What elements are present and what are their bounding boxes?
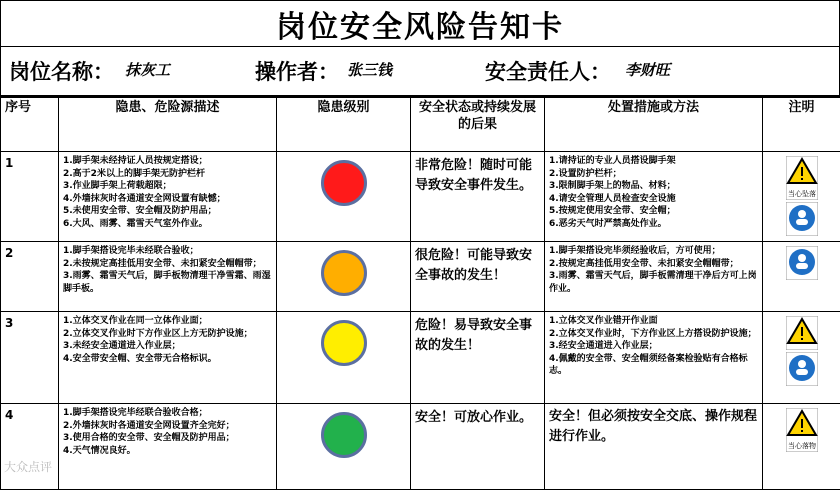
measure-item: 3.限制脚手架上的物品、材料；	[549, 180, 758, 193]
table-row	[1, 312, 840, 404]
consequence-cell: 安全！可放心作业。	[411, 404, 545, 490]
card-title: 岗位安全风险告知卡	[0, 0, 840, 47]
post-value: 抹灰工	[125, 59, 170, 80]
measure-item: 1.请持证的专业人员搭设脚手架	[549, 155, 758, 168]
hazard-item: 2.高于2米以上的脚手架无防护栏杆	[63, 168, 272, 181]
measures-cell	[545, 312, 763, 404]
table-header-row	[1, 97, 840, 152]
hazard-item: 2.外墙抹灰时各通道安全网设置齐全完好；	[63, 420, 272, 433]
header-note: 注明	[763, 97, 840, 152]
note-cell	[763, 404, 840, 490]
risk-level-dot	[321, 412, 367, 458]
level-cell	[277, 152, 411, 242]
operator-label: 操作者：	[255, 56, 339, 86]
info-bar	[0, 46, 840, 98]
row-number: 2	[1, 242, 59, 312]
risk-level-dot	[321, 320, 367, 366]
note-cell	[763, 152, 840, 242]
measure-item: 1.立体交叉作业错开作业面	[549, 315, 758, 328]
risk-table	[0, 96, 840, 490]
level-cell	[277, 242, 411, 312]
table-row	[1, 152, 840, 242]
responsible-label: 安全责任人：	[485, 56, 611, 86]
hazard-item: 1.脚手架搭设完毕未经联合验收；	[63, 245, 272, 258]
risk-level-dot	[321, 250, 367, 296]
hazard-item: 2.立体交叉作业时下方作业区上方无防护设施；	[63, 328, 272, 341]
hazard-item: 3.雨雾、霜雪天气后，脚手板物清理干净雪霜、雨湿脚手板。	[63, 270, 272, 295]
hazard-cell	[59, 242, 277, 312]
measures-cell	[545, 152, 763, 242]
level-cell	[277, 312, 411, 404]
warning-sign-icon	[786, 316, 818, 350]
hazard-item: 3.使用合格的安全带、安全帽及防护用品；	[63, 432, 272, 445]
measure-item: 1.脚手架搭设完毕须经验收后，方可使用；	[549, 245, 758, 258]
hazard-item: 2.未按规定高挂低用安全带、未扣紧安全帽帽带；	[63, 258, 272, 271]
operator-value: 张三钱	[347, 59, 392, 80]
consequence-cell: 非常危险！随时可能导致安全事件发生。	[411, 152, 545, 242]
hazard-item: 1.脚手架搭设完毕经联合验收合格；	[63, 407, 272, 420]
sign-caption: 当心落物	[788, 441, 816, 450]
warning-slip-sign-icon	[786, 408, 818, 452]
measure-item: 4.佩戴的安全带、安全帽须经备案检验贴有合格标志。	[549, 353, 758, 378]
hazard-item: 4.外墙抹灰时各通道安全网设置有缺憾；	[63, 193, 272, 206]
measure-item: 2.设置防护栏杆；	[549, 168, 758, 181]
measure-item: 6.恶劣天气时严禁高处作业。	[549, 218, 758, 231]
header-hazard: 隐患、危险源描述	[59, 97, 277, 152]
measures-cell	[545, 404, 763, 490]
mandatory-helmet-sign-icon	[786, 352, 818, 386]
table-row	[1, 404, 840, 490]
hazard-item: 3.未经安全通道进入作业层；	[63, 340, 272, 353]
consequence-cell: 很危险！可能导致安全事故的发生！	[411, 242, 545, 312]
measure-item: 5.按规定使用安全带、安全帽；	[549, 205, 758, 218]
hazard-item: 4.安全带安全帽、安全带无合格标识。	[63, 353, 272, 366]
table-row	[1, 242, 840, 312]
header-measures: 处置措施或方法	[545, 97, 763, 152]
hazard-item: 5.未使用安全带、安全帽及防护用品；	[63, 205, 272, 218]
row-number: 4	[1, 404, 59, 490]
row-number: 3	[1, 312, 59, 404]
hazard-cell	[59, 152, 277, 242]
hazard-item: 4.天气情况良好。	[63, 445, 272, 458]
hazard-cell	[59, 404, 277, 490]
warning-fall-sign-icon	[786, 156, 818, 200]
header-level: 隐患级别	[277, 97, 411, 152]
watermark: 大众点评	[4, 458, 52, 475]
header-seq: 序号	[1, 97, 59, 152]
risk-level-dot	[321, 160, 367, 206]
hazard-item: 6.大风、雨雾、霜雪天气室外作业。	[63, 218, 272, 231]
hazard-item: 3.作业脚手架上荷载超限；	[63, 180, 272, 193]
note-cell	[763, 242, 840, 312]
measure-item: 2.按规定高挂低用安全带、未扣紧安全帽帽带；	[549, 258, 758, 271]
hazard-item: 1.立体交叉作业在同一立体作业面；	[63, 315, 272, 328]
row-number: 1	[1, 152, 59, 242]
note-cell	[763, 312, 840, 404]
responsible-value: 李财旺	[625, 59, 670, 80]
hazard-item: 1.脚手架未经持证人员按规定搭设；	[63, 155, 272, 168]
sign-caption: 当心坠落	[788, 189, 816, 198]
level-cell	[277, 404, 411, 490]
post-label: 岗位名称：	[9, 56, 114, 86]
measures-cell	[545, 242, 763, 312]
mandatory-belt-sign-icon	[786, 202, 818, 236]
measure-item: 3.经安全通道进入作业层；	[549, 340, 758, 353]
mandatory-helmet-sign-icon	[786, 246, 818, 280]
header-consequence: 安全状态或持续发展的后果	[411, 97, 545, 152]
measure-item: 安全！但必须按安全交底、操作规程进行作业。	[549, 407, 758, 447]
measure-item: 4.请安全管理人员检查安全设施	[549, 193, 758, 206]
consequence-cell: 危险！易导致安全事故的发生！	[411, 312, 545, 404]
measure-item: 3.雨雾、霜雪天气后，脚手板需清理干净后方可上岗作业。	[549, 270, 758, 295]
hazard-cell	[59, 312, 277, 404]
measure-item: 2.立体交叉作业时，下方作业区上方搭设防护设施；	[549, 328, 758, 341]
